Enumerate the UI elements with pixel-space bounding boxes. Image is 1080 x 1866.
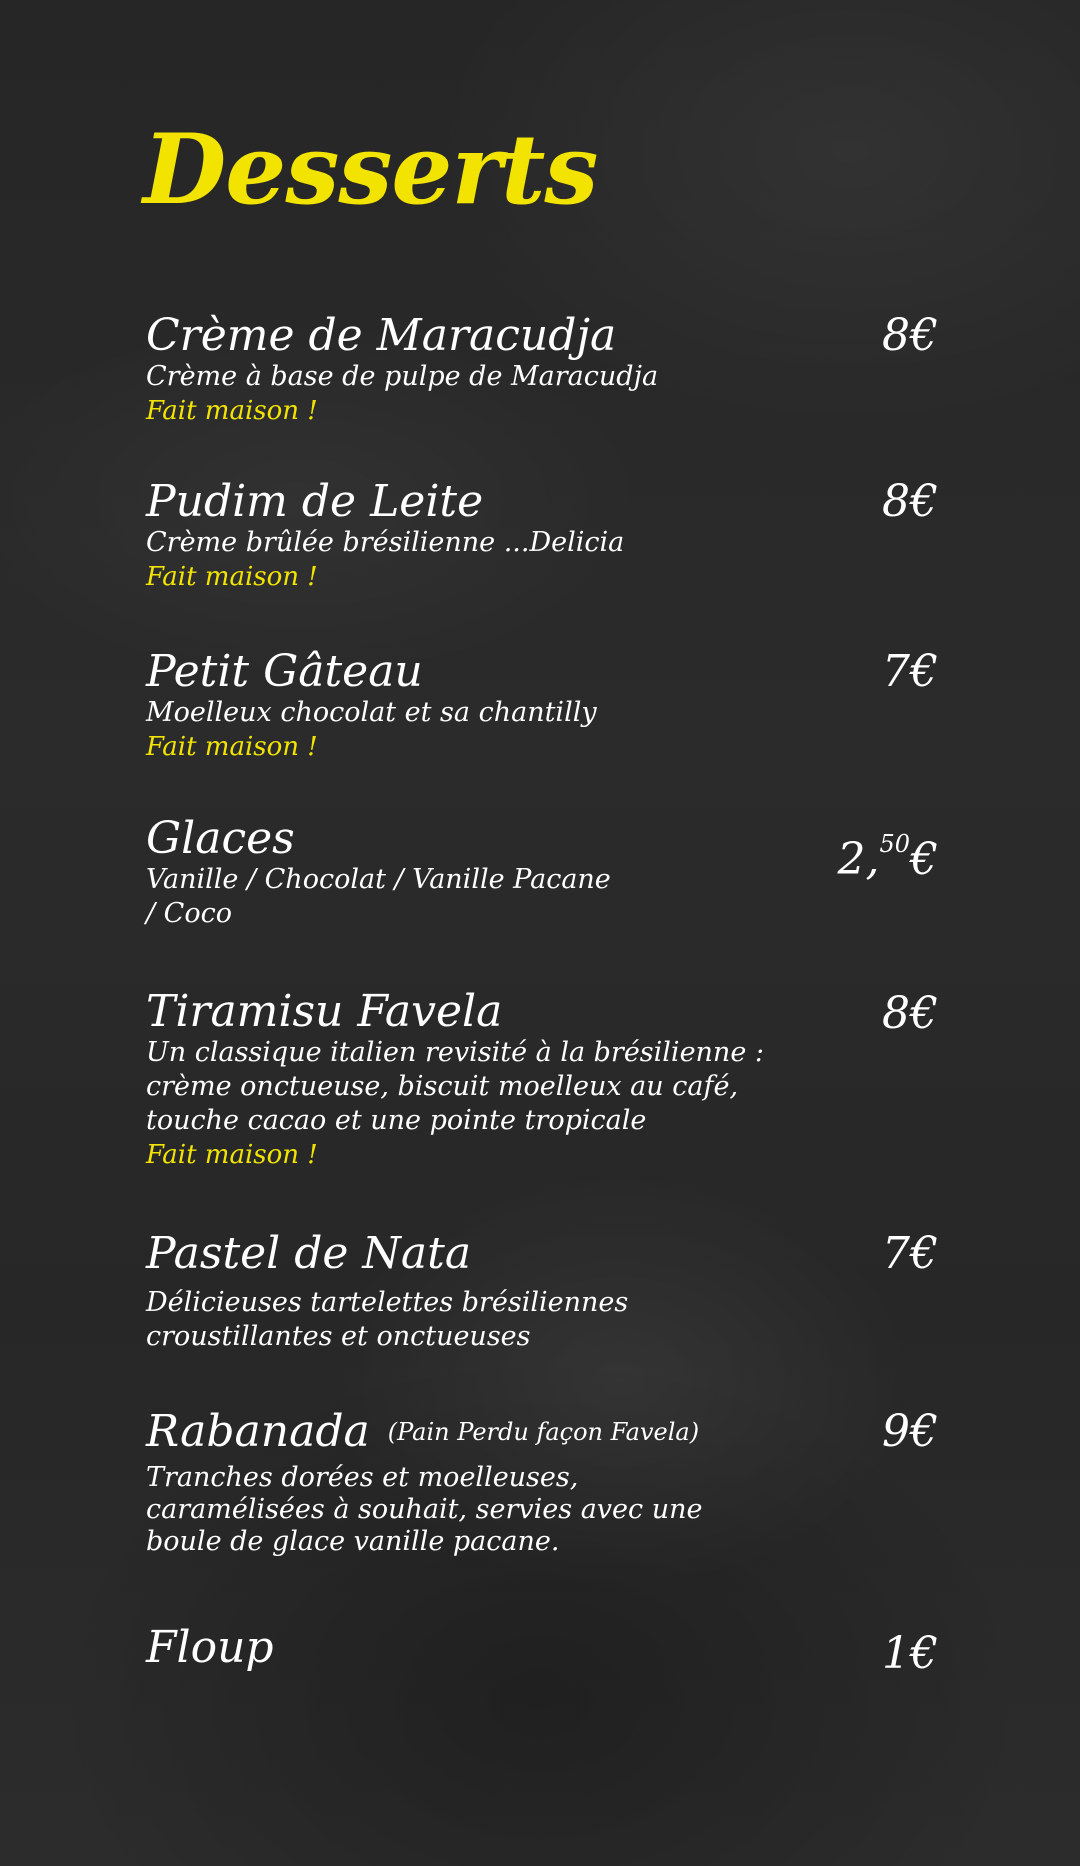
item-description: Crème brûlée brésilienne ...Delicia	[146, 527, 625, 558]
item-description: Crème à base de pulpe de Maracudja	[146, 361, 659, 392]
item-description-line: / Coco	[146, 898, 232, 929]
item-name: Tiramisu Favela	[146, 986, 503, 1037]
item-description-line: Un classique italien revisité à la brésilienne :	[146, 1037, 764, 1068]
item-name: Pastel de Nata	[146, 1228, 472, 1279]
item-price: 8€	[882, 476, 938, 527]
item-description-line: Tranches dorées et moelleuses,	[146, 1462, 579, 1493]
homemade-tag: Fait maison !	[146, 396, 318, 426]
item-note: (Pain Perdu façon Favela)	[387, 1418, 700, 1446]
price-currency: €	[910, 834, 938, 885]
item-description-line: Délicieuses tartelettes brésiliennes	[146, 1287, 629, 1318]
item-price: 7€	[882, 646, 938, 697]
item-price: 8€	[882, 988, 938, 1039]
item-name-row	[146, 1408, 936, 1456]
item-description-line: caramélisées à souhait, servies avec une	[146, 1494, 703, 1525]
price-cents: 50	[879, 830, 910, 858]
item-description-line: touche cacao et une pointe tropicale	[146, 1105, 647, 1136]
item-price	[837, 820, 938, 884]
menu-item-petit-gateau	[146, 648, 936, 764]
homemade-tag: Fait maison !	[146, 562, 318, 592]
item-price: 8€	[882, 310, 938, 361]
item-price: 1€	[882, 1628, 938, 1679]
menu-item-tiramisu-favela	[146, 988, 936, 1172]
homemade-tag: Fait maison !	[146, 1140, 318, 1170]
menu-item-pastel-de-nata	[146, 1230, 936, 1354]
menu-item-rabanada	[146, 1408, 936, 1558]
menu-item-glaces	[146, 815, 936, 931]
price-main: 2,	[837, 834, 880, 885]
item-name: Crème de Maracudja	[146, 310, 617, 361]
menu-item-floup	[146, 1624, 936, 1672]
menu-item-creme-de-maracudja	[146, 312, 936, 428]
item-name: Petit Gâteau	[146, 646, 423, 697]
item-description: Moelleux chocolat et sa chantilly	[146, 697, 597, 728]
item-description-line: boule de glace vanille pacane.	[146, 1526, 560, 1557]
item-price: 7€	[882, 1228, 938, 1279]
homemade-tag: Fait maison !	[146, 732, 318, 762]
item-name: Floup	[146, 1622, 274, 1673]
item-description-line: croustillantes et onctueuses	[146, 1321, 531, 1352]
item-description-line: crème onctueuse, biscuit moelleux au café,	[146, 1071, 739, 1102]
item-description-line: Vanille / Chocolat / Vanille Pacane	[146, 864, 611, 895]
item-name: Pudim de Leite	[146, 476, 484, 527]
menu-title: Desserts	[143, 113, 598, 226]
menu-item-pudim-de-leite	[146, 478, 936, 594]
item-name: Rabanada	[146, 1406, 370, 1457]
item-price: 9€	[882, 1406, 938, 1457]
item-name: Glaces	[146, 813, 295, 864]
